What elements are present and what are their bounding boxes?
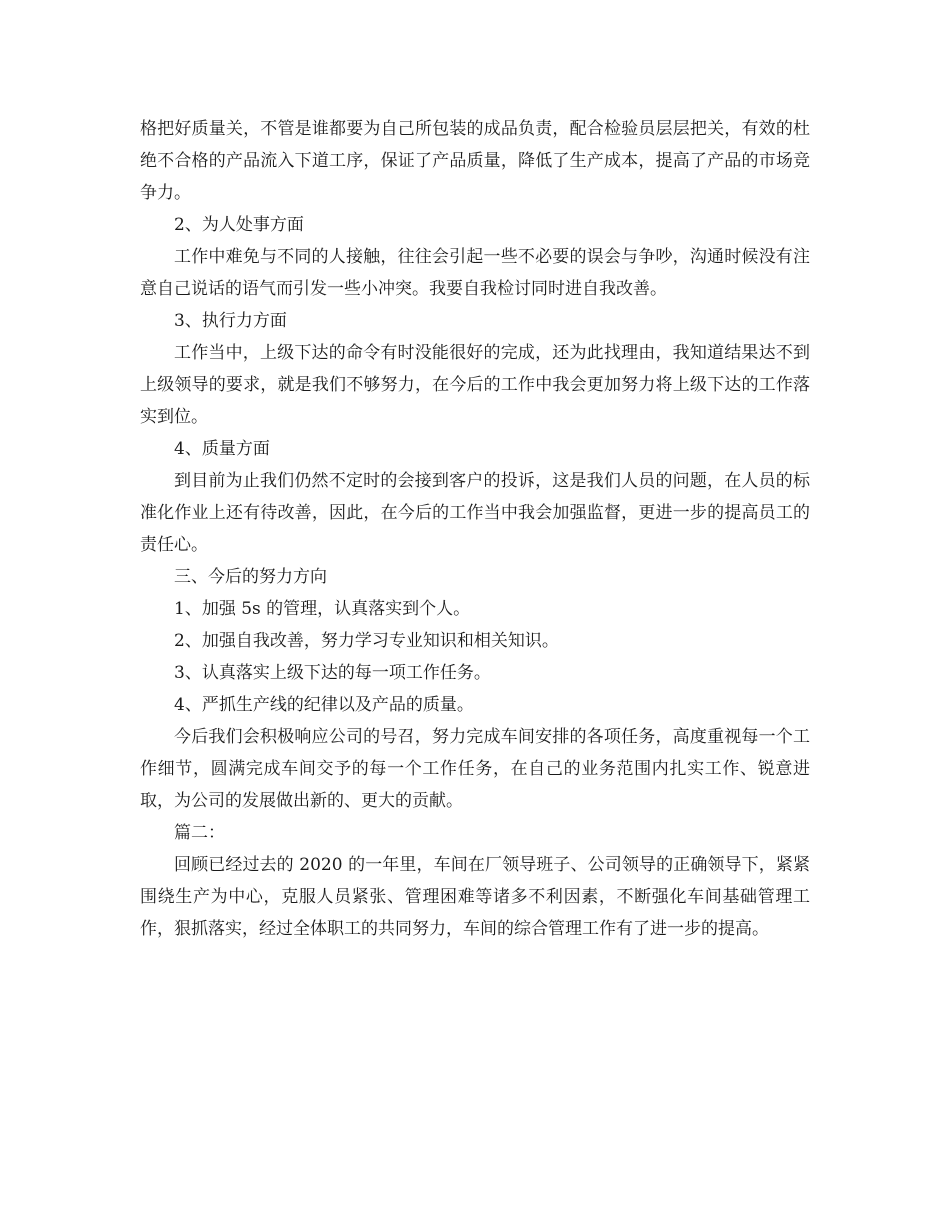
heading-execution: 3、执行力方面 [174, 311, 287, 331]
paragraph-future-commitment: 今后我们会积极响应公司的号召，努力完成车间安排的各项任务，高度重视每一个工作细节，圆满完成车间交予的每一个工作任务，在自己的业务范围内扎实工作、锐意进取，为公司的发展做出新的、更大的贡献。 [140, 727, 810, 811]
heading-quality: 4、质量方面 [174, 439, 270, 459]
heading-part-two: 篇二： [174, 823, 225, 843]
paragraph-review-2020: 回顾已经过去的 2020 的一年里，车间在厂领导班子、公司领导的正确领导下，紧紧围绕生产为中心，克服人员紧张、管理困难等诸多不利因素，不断强化车间基础管理工作，狠抓落实，经过全体职工的共同努力，车间的综合管理工作有了进一步的提高。 [140, 855, 810, 939]
paragraph-execution: 工作当中，上级下达的命令有时没能很好的完成，还为此找理由，我知道结果达不到上级领导的要求，就是我们不够努力，在今后的工作中我会更加努力将上级下达的工作落实到位。 [140, 343, 810, 427]
paragraph-interpersonal: 工作中难免与不同的人接触，往往会引起一些不必要的误会与争吵，沟通时候没有注意自己说话的语气而引发一些小冲突。我要自我检讨同时进自我改善。 [140, 247, 810, 299]
list-item-5s: 1、加强 5s 的管理，认真落实到个人。 [174, 599, 471, 619]
list-item-discipline: 4、严抓生产线的纪律以及产品的质量。 [174, 695, 474, 715]
list-item-task-implementation: 3、认真落实上级下达的每一项工作任务。 [174, 663, 491, 683]
heading-future-direction: 三、今后的努力方向 [174, 567, 327, 587]
paragraph-quality: 到目前为止我们仍然不定时的会接到客户的投诉，这是我们人员的问题，在人员的标准化作业上还有待改善，因此，在今后的工作当中我会加强监督，更进一步的提高员工的责任心。 [140, 471, 810, 555]
paragraph-quality-control-continued: 格把好质量关，不管是谁都要为自己所包装的成品负责，配合检验员层层把关，有效的杜绝不合格的产品流入下道工序，保证了产品质量，降低了生产成本，提高了产品的市场竞争力。 [140, 119, 810, 203]
list-item-self-improvement: 2、加强自我改善，努力学习专业知识和相关知识。 [174, 631, 559, 651]
document-body [140, 113, 810, 945]
heading-interpersonal: 2、为人处事方面 [174, 215, 304, 235]
